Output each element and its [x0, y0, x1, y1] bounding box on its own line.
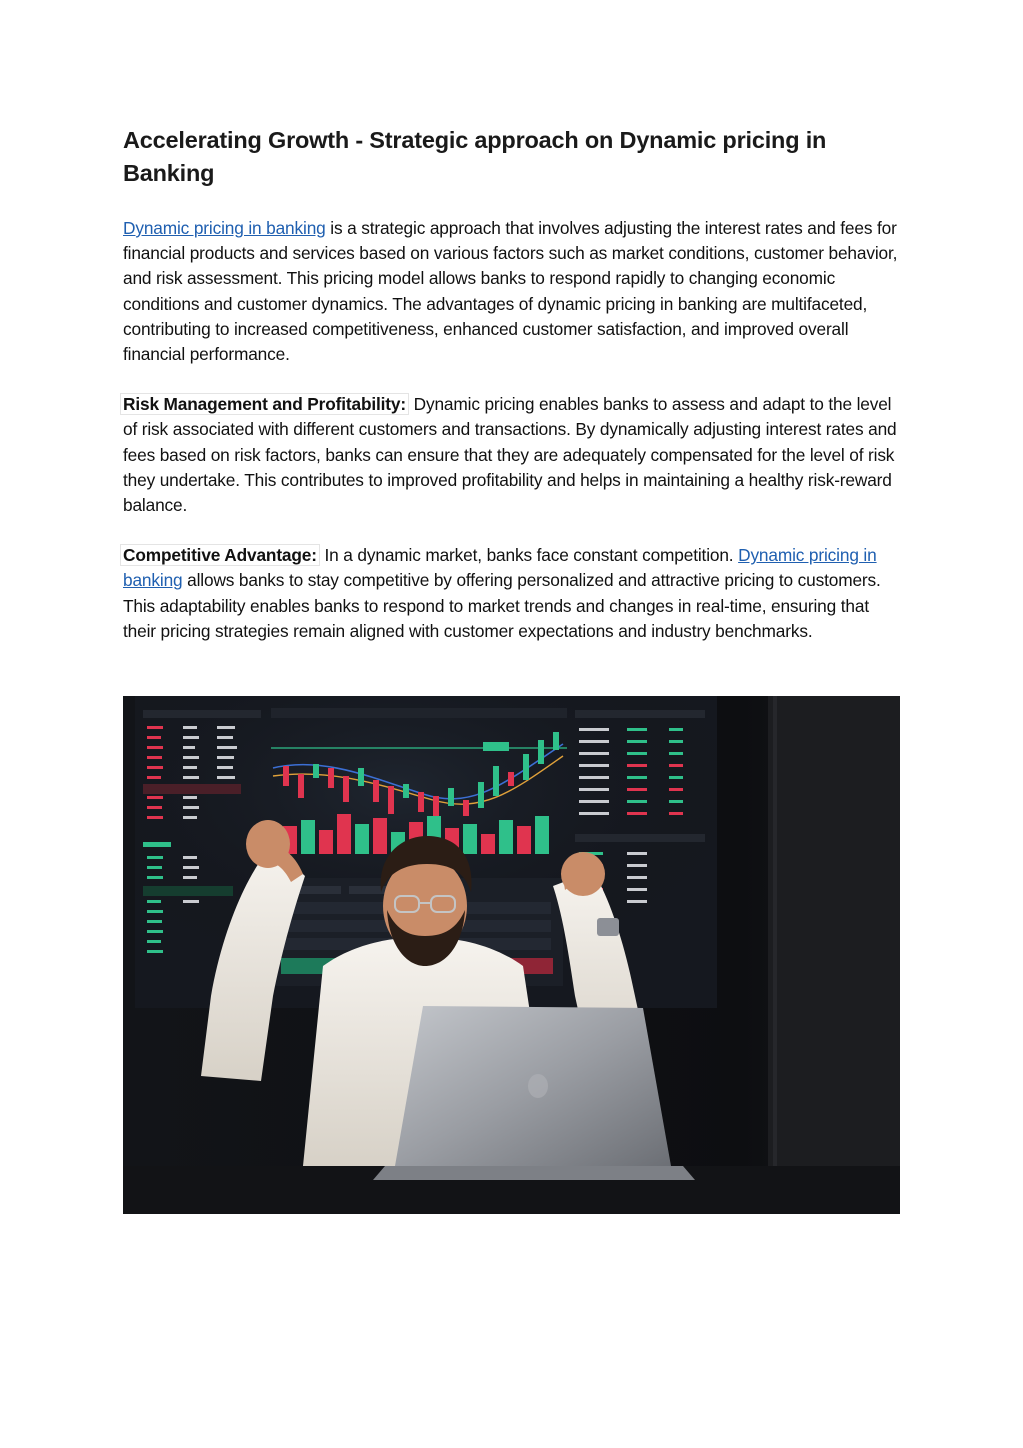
photo-illustration	[123, 696, 900, 1214]
competitive-advantage-text-before: In a dynamic market, banks face constant competition.	[319, 545, 739, 566]
intro-text: is a strategic approach that involves adjusting the interest rates and fees for financial products and services based on various factors such as market conditions, customer behavior, and risk assessment. This pricing model allows banks to respond rapidly to changing economic conditions and customer dynamics. The advantages of dynamic pricing in banking are multifaceted, contributing to increased competitiveness, enhanced customer satisfaction, and improved overall financial performance.	[123, 218, 898, 365]
competitive-advantage-text-after: allows banks to stay competitive by offering personalized and attractive pricing to customers. This adaptability enables banks to respond to market trends and changes in real-time, ensuring that their pricing strategies remain aligned with customer expectations and industry benchmarks.	[123, 570, 881, 641]
risk-management-heading: Risk Management and Profitability:	[120, 393, 409, 415]
intro-paragraph	[123, 216, 903, 367]
competitive-advantage-heading: Competitive Advantage:	[120, 544, 320, 566]
document-title: Accelerating Growth - Strategic approach on Dynamic pricing in Banking	[123, 127, 827, 186]
competitive-advantage-paragraph	[123, 543, 903, 644]
dynamic-pricing-link[interactable]: Dynamic pricing in banking	[123, 218, 326, 238]
dynamic-pricing-link-2[interactable]: Dynamic pricing in banking	[123, 545, 877, 591]
risk-management-text: Dynamic pricing enables banks to assess and adapt to the level of risk associated with different customers and transactions. By dynamically adjusting interest rates and fees based on risk factors, banks can ensure that they are adequately compensated for the level of risk they undertake. This contributes to improved profitability and helps in maintaining a healthy risk-reward balance.	[123, 394, 897, 516]
risk-management-paragraph	[123, 392, 903, 518]
celebrating-trader-photo	[123, 696, 900, 1214]
document-body	[123, 124, 903, 644]
